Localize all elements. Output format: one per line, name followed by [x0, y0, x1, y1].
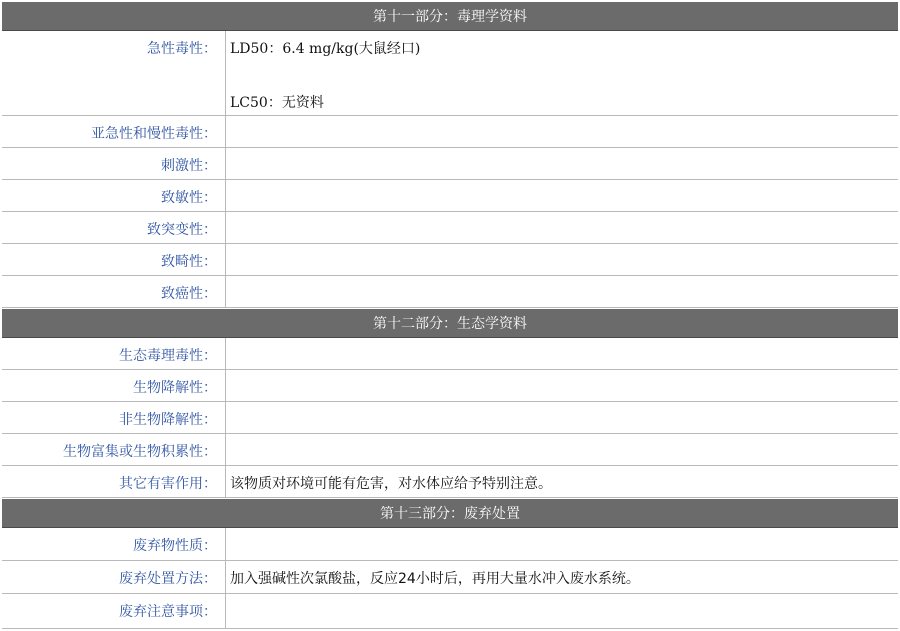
table-row: [2, 466, 898, 498]
row-label: 亚急性和慢性毒性：: [2, 116, 226, 147]
row-value: 该物质对环境可能有危害，对水体应给予特别注意。: [230, 476, 552, 492]
row-label: 生物降解性：: [2, 370, 226, 401]
section-header-ecology: [2, 309, 898, 338]
row-label: 废弃注意事项：: [2, 594, 226, 628]
table-row: [2, 594, 898, 629]
table-row: [2, 212, 898, 244]
row-label: 生物富集或生物积累性：: [2, 434, 226, 465]
row-label: 致癌性：: [2, 276, 226, 307]
table-row: [2, 370, 898, 402]
table-row: [2, 402, 898, 434]
table-row: [2, 528, 898, 561]
table-row: [2, 180, 898, 212]
row-value: 加入强碱性次氯酸盐，反应24小时后，再用大量水冲入废水系统。: [230, 571, 640, 587]
row-value: LC50：无资料: [230, 95, 324, 111]
table-row: [2, 338, 898, 370]
row-label: 废弃物性质：: [2, 528, 226, 560]
row-label: 非生物降解性：: [2, 402, 226, 433]
table-row: [2, 31, 898, 116]
table-row: [2, 116, 898, 148]
row-label: 废弃处置方法：: [2, 561, 226, 593]
row-label: 致敏性：: [2, 180, 226, 211]
table-row: [2, 148, 898, 180]
table-row: [2, 561, 898, 594]
row-label: 刺激性：: [2, 148, 226, 179]
row-label: 其它有害作用：: [2, 466, 226, 497]
section-header-disposal: [2, 499, 898, 528]
row-label: 生态毒理毒性：: [2, 338, 226, 369]
table-row: [2, 434, 898, 466]
row-label: 致突变性：: [2, 212, 226, 243]
row-label: 急性毒性：: [2, 31, 226, 115]
section-header-toxicology: [2, 2, 898, 31]
section-title: 第十二部分：生态学资料: [373, 316, 527, 332]
row-label: 致畸性：: [2, 244, 226, 275]
section-title: 第十三部分：废弃处置: [380, 506, 520, 522]
table-row: [2, 244, 898, 276]
table-row: [2, 276, 898, 308]
row-value: LD50：6.4 mg/kg(大鼠经口): [230, 41, 421, 57]
section-title: 第十一部分：毒理学资料: [373, 9, 527, 25]
